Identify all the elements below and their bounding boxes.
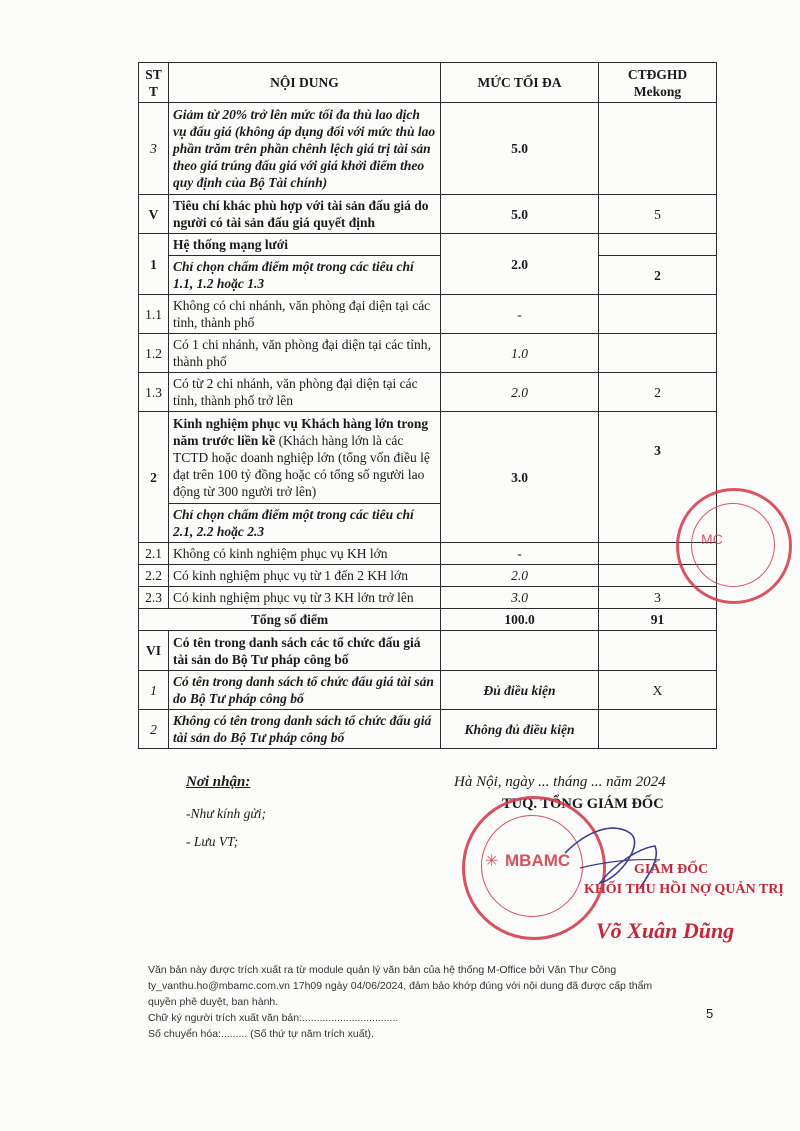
row-max: 5.0	[441, 195, 599, 234]
table-row	[139, 631, 717, 671]
header-noi-dung: NỘI DUNG	[169, 63, 441, 103]
row-content	[169, 412, 441, 504]
footer-note	[148, 962, 652, 1042]
stamp-logo: MBAMC	[505, 851, 571, 870]
header-ctdghd: CTĐGHD Mekong	[599, 63, 717, 103]
table-row	[139, 565, 717, 587]
row-max: 5.0	[441, 103, 599, 195]
signature-role-1: GIÁM ĐỐC	[634, 862, 709, 877]
row-max	[441, 631, 599, 671]
row-stt: 1.3	[139, 373, 169, 412]
row-max: 3.0	[441, 412, 599, 543]
row-score: X	[599, 671, 717, 710]
row-score	[599, 710, 717, 749]
row-score	[599, 334, 717, 373]
row-content: Giảm từ 20% trở lên mức tối đa thù lao dịch vụ đấu giá (không áp dụng đối với mức thù lao phần trăm trên phần chênh lệch giá trị tài sản theo giá trúng đấu giá với giá khởi điểm theo quy định của Bộ Tài chính)	[169, 103, 441, 195]
table-row	[139, 671, 717, 710]
row-stt: 2	[139, 412, 169, 543]
table-header	[139, 63, 717, 103]
row-content-rest: (Khách hàng lớn là các TCTD hoặc doanh nghiệp lớn (tổng vốn điều lệ đạt trên 100 tỷ đồng hoặc có tổng số người lao động từ 300 người trở lên)	[173, 433, 430, 499]
recipients-line-1: -Như kính gửi;	[186, 806, 266, 821]
row-content: Có kinh nghiệm phục vụ từ 1 đến 2 KH lớn	[169, 565, 441, 587]
table-row	[139, 412, 717, 504]
row-score: 3	[599, 587, 717, 609]
row-max: 3.0	[441, 587, 599, 609]
total-label: Tổng số điểm	[139, 609, 441, 631]
row-content-sub: Chỉ chọn chấm điểm một trong các tiêu chí 1.1, 1.2 hoặc 1.3	[169, 256, 441, 295]
header-stt: ST T	[139, 63, 169, 103]
row-stt: 3	[139, 103, 169, 195]
row-stt: V	[139, 195, 169, 234]
row-max: Không đủ điều kiện	[441, 710, 599, 749]
row-content-bold: Kinh nghiệm phục vụ Khách hàng lớn trong năm trước liền kề	[173, 416, 429, 448]
row-max: 2.0	[441, 234, 599, 295]
row-content: Có tên trong danh sách các tổ chức đấu giá tài sản do Bộ Tư pháp công bố	[169, 631, 441, 671]
row-stt: 1	[139, 234, 169, 295]
row-score: 2	[599, 373, 717, 412]
criteria-table	[138, 62, 717, 749]
row-score: 3	[599, 412, 717, 543]
signature-name: Võ Xuân Dũng	[596, 918, 735, 943]
side-stamp	[676, 488, 792, 604]
row-content: Hệ thống mạng lưới	[169, 234, 441, 256]
row-content: Có 1 chi nhánh, văn phòng đại diện tại các tỉnh, thành phố	[169, 334, 441, 373]
table-row	[139, 373, 717, 412]
total-score: 91	[599, 609, 717, 631]
row-stt: 2	[139, 710, 169, 749]
row-stt: 1	[139, 671, 169, 710]
table-row	[139, 103, 717, 195]
table-row	[139, 543, 717, 565]
row-stt: 1.2	[139, 334, 169, 373]
footer-line-5: Số chuyển hóa:......... (Số thứ tự năm trích xuất).	[148, 1028, 374, 1040]
table-row	[139, 295, 717, 334]
row-content: Không có tên trong danh sách tổ chức đấu giá tài sản do Bộ Tư pháp công bố	[169, 710, 441, 749]
stamp-star-icon: ✳	[485, 853, 499, 870]
row-score: 2	[599, 256, 717, 295]
footer-line-1: Văn bản này được trích xuất ra từ module quản lý văn bản của hệ thống M-Office bởi Văn Thư Công	[148, 964, 617, 976]
row-max: 1.0	[441, 334, 599, 373]
table-row	[139, 256, 717, 295]
table-row	[139, 710, 717, 749]
row-max: 2.0	[441, 565, 599, 587]
header-muc-toi-da: MỨC TỐI ĐA	[441, 63, 599, 103]
row-stt: 2.3	[139, 587, 169, 609]
footer-line-3: quyền phê duyệt, ban hành.	[148, 996, 279, 1008]
row-score	[599, 631, 717, 671]
row-stt: 2.1	[139, 543, 169, 565]
row-content: Không có chi nhánh, văn phòng đại diện tại các tỉnh, thành phố	[169, 295, 441, 334]
table-row	[139, 334, 717, 373]
row-max: Đủ điều kiện	[441, 671, 599, 710]
signature-tuq: TUQ. TỔNG GIÁM ĐỐC	[502, 796, 664, 812]
row-score: 5	[599, 195, 717, 234]
row-content: Có từ 2 chi nhánh, văn phòng đại diện tại các tỉnh, thành phố trở lên	[169, 373, 441, 412]
total-row	[139, 609, 717, 631]
signature-date: Hà Nội, ngày ... tháng ... năm 2024	[454, 774, 666, 790]
table-row	[139, 195, 717, 234]
recipients-line-2: - Lưu VT;	[186, 834, 239, 849]
row-max: 2.0	[441, 373, 599, 412]
row-stt: VI	[139, 631, 169, 671]
footer-line-2: ty_vanthu.ho@mbamc.com.vn 17h09 ngày 04/06/2024, đảm bảo khớp đúng với nội dung đã được cấp thẩm	[148, 980, 653, 992]
row-content: Có tên trong danh sách tổ chức đấu giá tài sản do Bộ Tư pháp công bố	[169, 671, 441, 710]
row-content: Tiêu chí khác phù hợp với tài sản đấu giá do người có tài sản đấu giá quyết định	[169, 195, 441, 234]
row-content-sub: Chỉ chọn chấm điểm một trong các tiêu chí 2.1, 2.2 hoặc 2.3	[169, 504, 441, 543]
row-stt: 1.1	[139, 295, 169, 334]
row-stt: 2.2	[139, 565, 169, 587]
table-row	[139, 587, 717, 609]
row-content: Có kinh nghiệm phục vụ từ 3 KH lớn trở lên	[169, 587, 441, 609]
row-max: -	[441, 295, 599, 334]
row-score-empty	[599, 234, 717, 256]
side-stamp-text: MC	[701, 531, 723, 547]
signature-role-2: KHỐI THU HỒI NỢ QUẢN TRỊ	[584, 882, 784, 897]
recipients-title: Nơi nhận:	[186, 774, 251, 790]
row-content: Không có kinh nghiệm phục vụ KH lớn	[169, 543, 441, 565]
row-max: -	[441, 543, 599, 565]
total-max: 100.0	[441, 609, 599, 631]
page-number: 5	[706, 1006, 714, 1021]
footer-line-4: Chữ ký người trích xuất văn bản:.................................	[148, 1012, 399, 1024]
table-row	[139, 234, 717, 256]
row-score	[599, 103, 717, 195]
row-score	[599, 295, 717, 334]
